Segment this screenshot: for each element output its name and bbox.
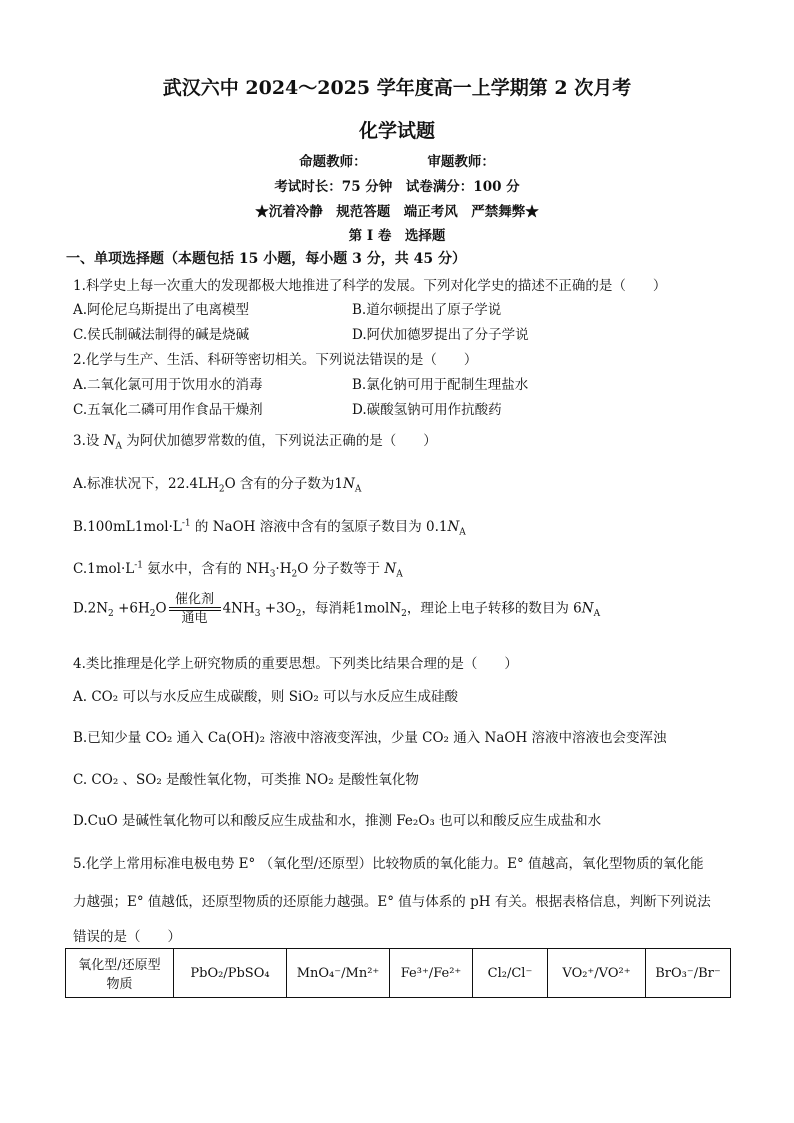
table-cell: Cl₂/Cl⁻: [473, 949, 548, 998]
q1-option-c: C.侯氏制碱法制得的碱是烧碱: [73, 327, 250, 343]
q2-option-a: A.二氧化氯可用于饮用水的消毒: [73, 377, 263, 393]
q4-option-d: D.CuO 是碱性氧化物可以和酸反应生成盐和水，推测 Fe₂O₃ 也可以和酸反应生成盐和水: [73, 813, 602, 829]
part-title: 第 I 卷 选择题: [348, 228, 446, 244]
table-row: [66, 949, 731, 998]
q2-option-d: D.碳酸氢钠可用作抗酸药: [352, 402, 502, 418]
teachers-line: 命题教师： 审题教师：: [299, 154, 495, 170]
q4-option-a: A. CO₂ 可以与水反应生成碳酸，则 SiO₂ 可以与水反应生成硅酸: [73, 689, 459, 705]
table-header-cell: 氧化型/还原型 物质: [66, 949, 174, 998]
table-cell: Fe³⁺/Fe²⁺: [390, 949, 473, 998]
table-cell: BrO₃⁻/Br⁻: [646, 949, 731, 998]
q1-option-d: D.阿伏加德罗提出了分子学说: [352, 327, 529, 343]
table-cell: PbO₂/PbSO₄: [174, 949, 287, 998]
q3-option-d: $D.2N_2 +6H_2O$ $\frac{\text{催化剂}}{\text{通电}}$ $4NH_3 +3O_2$，每消耗1molN$_2$，理论上电子转移的数目为 $6N_A$: [73, 592, 601, 626]
q1-stem: 1.科学史上每一次重大的发现都极大地推进了科学的发展。下列对化学史的描述不正确的是（ ）: [73, 278, 667, 294]
section-heading: 一、单项选择题（本题包括 15 小题，每小题 3 分，共 45 分）: [66, 251, 466, 267]
q4-stem: 4.类比推理是化学上研究物质的重要思想。下列类比结果合理的是（ ）: [73, 656, 518, 672]
q1-option-a: A.阿伦尼乌斯提出了电离模型: [73, 302, 250, 318]
q2-option-b: B.氯化钠可用于配制生理盐水: [352, 377, 529, 393]
q4-option-b: B.已知少量 CO₂ 通入 Ca(OH)₂ 溶液中溶液变浑浊，少量 CO₂ 通入 NaOH 溶液中溶液也会变浑浊: [73, 730, 667, 746]
table-cell: MnO₄⁻/Mn²⁺: [287, 949, 390, 998]
q5-line-1: 5.化学上常用标准电极电势 E° （氧化型/还原型）比较物质的氧化能力。E° 值越高，氧化型物质的氧化能: [73, 856, 704, 872]
q4-option-c: C. CO₂ 、SO₂ 是酸性氧化物，可类推 NO₂ 是酸性氧化物: [73, 772, 419, 788]
q3-option-c: $C.1mol\cdot L^{-1}$ 氨水中，含有的 $NH_3\cdot H_2O$ 分子数等于 $N_A$: [73, 560, 403, 580]
q3-option-b: $B.100mL1mol\cdot L^{-1}$ 的 NaOH 溶液中含有的氢原子数目为 $0.1N_A$: [73, 518, 466, 538]
q1-option-b: B.道尔顿提出了原子学说: [352, 302, 502, 318]
exam-title: 武汉六中 2024～2025 学年度高一上学期第 2 次月考: [162, 77, 632, 99]
q2-stem: 2.化学与生产、生活、科研等密切相关。下列说法错误的是（ ）: [73, 352, 478, 368]
subject-title: 化学试题: [358, 120, 435, 142]
exam-info-line: 考试时长：75 分钟 试卷满分：100 分: [274, 179, 520, 195]
q2-option-c: C.五氧化二磷可用作食品干燥剂: [73, 402, 263, 418]
reaction-condition: $\frac{\text{催化剂}}{\text{通电}}$: [169, 592, 221, 626]
motto-line: ★沉着冷静 规范答题 端正考风 严禁舞弊★: [255, 204, 539, 220]
table-cell: VO₂⁺/VO²⁺: [548, 949, 646, 998]
electrode-potential-table: [65, 948, 731, 998]
q5-line-3: 错误的是（ ）: [73, 929, 181, 945]
q3-option-a: A.标准状况下，$22.4LH_2O$ 含有的分子数为$1N_A$: [73, 476, 362, 495]
q3-stem: 3.设 $N_A$ 为阿伏加德罗常数的值，下列说法正确的是（ ）: [73, 433, 437, 452]
q5-line-2: 力越强；E° 值越低，还原型物质的还原能力越强。E° 值与体系的 pH 有关。根据表格信息，判断下列说法: [73, 894, 711, 910]
